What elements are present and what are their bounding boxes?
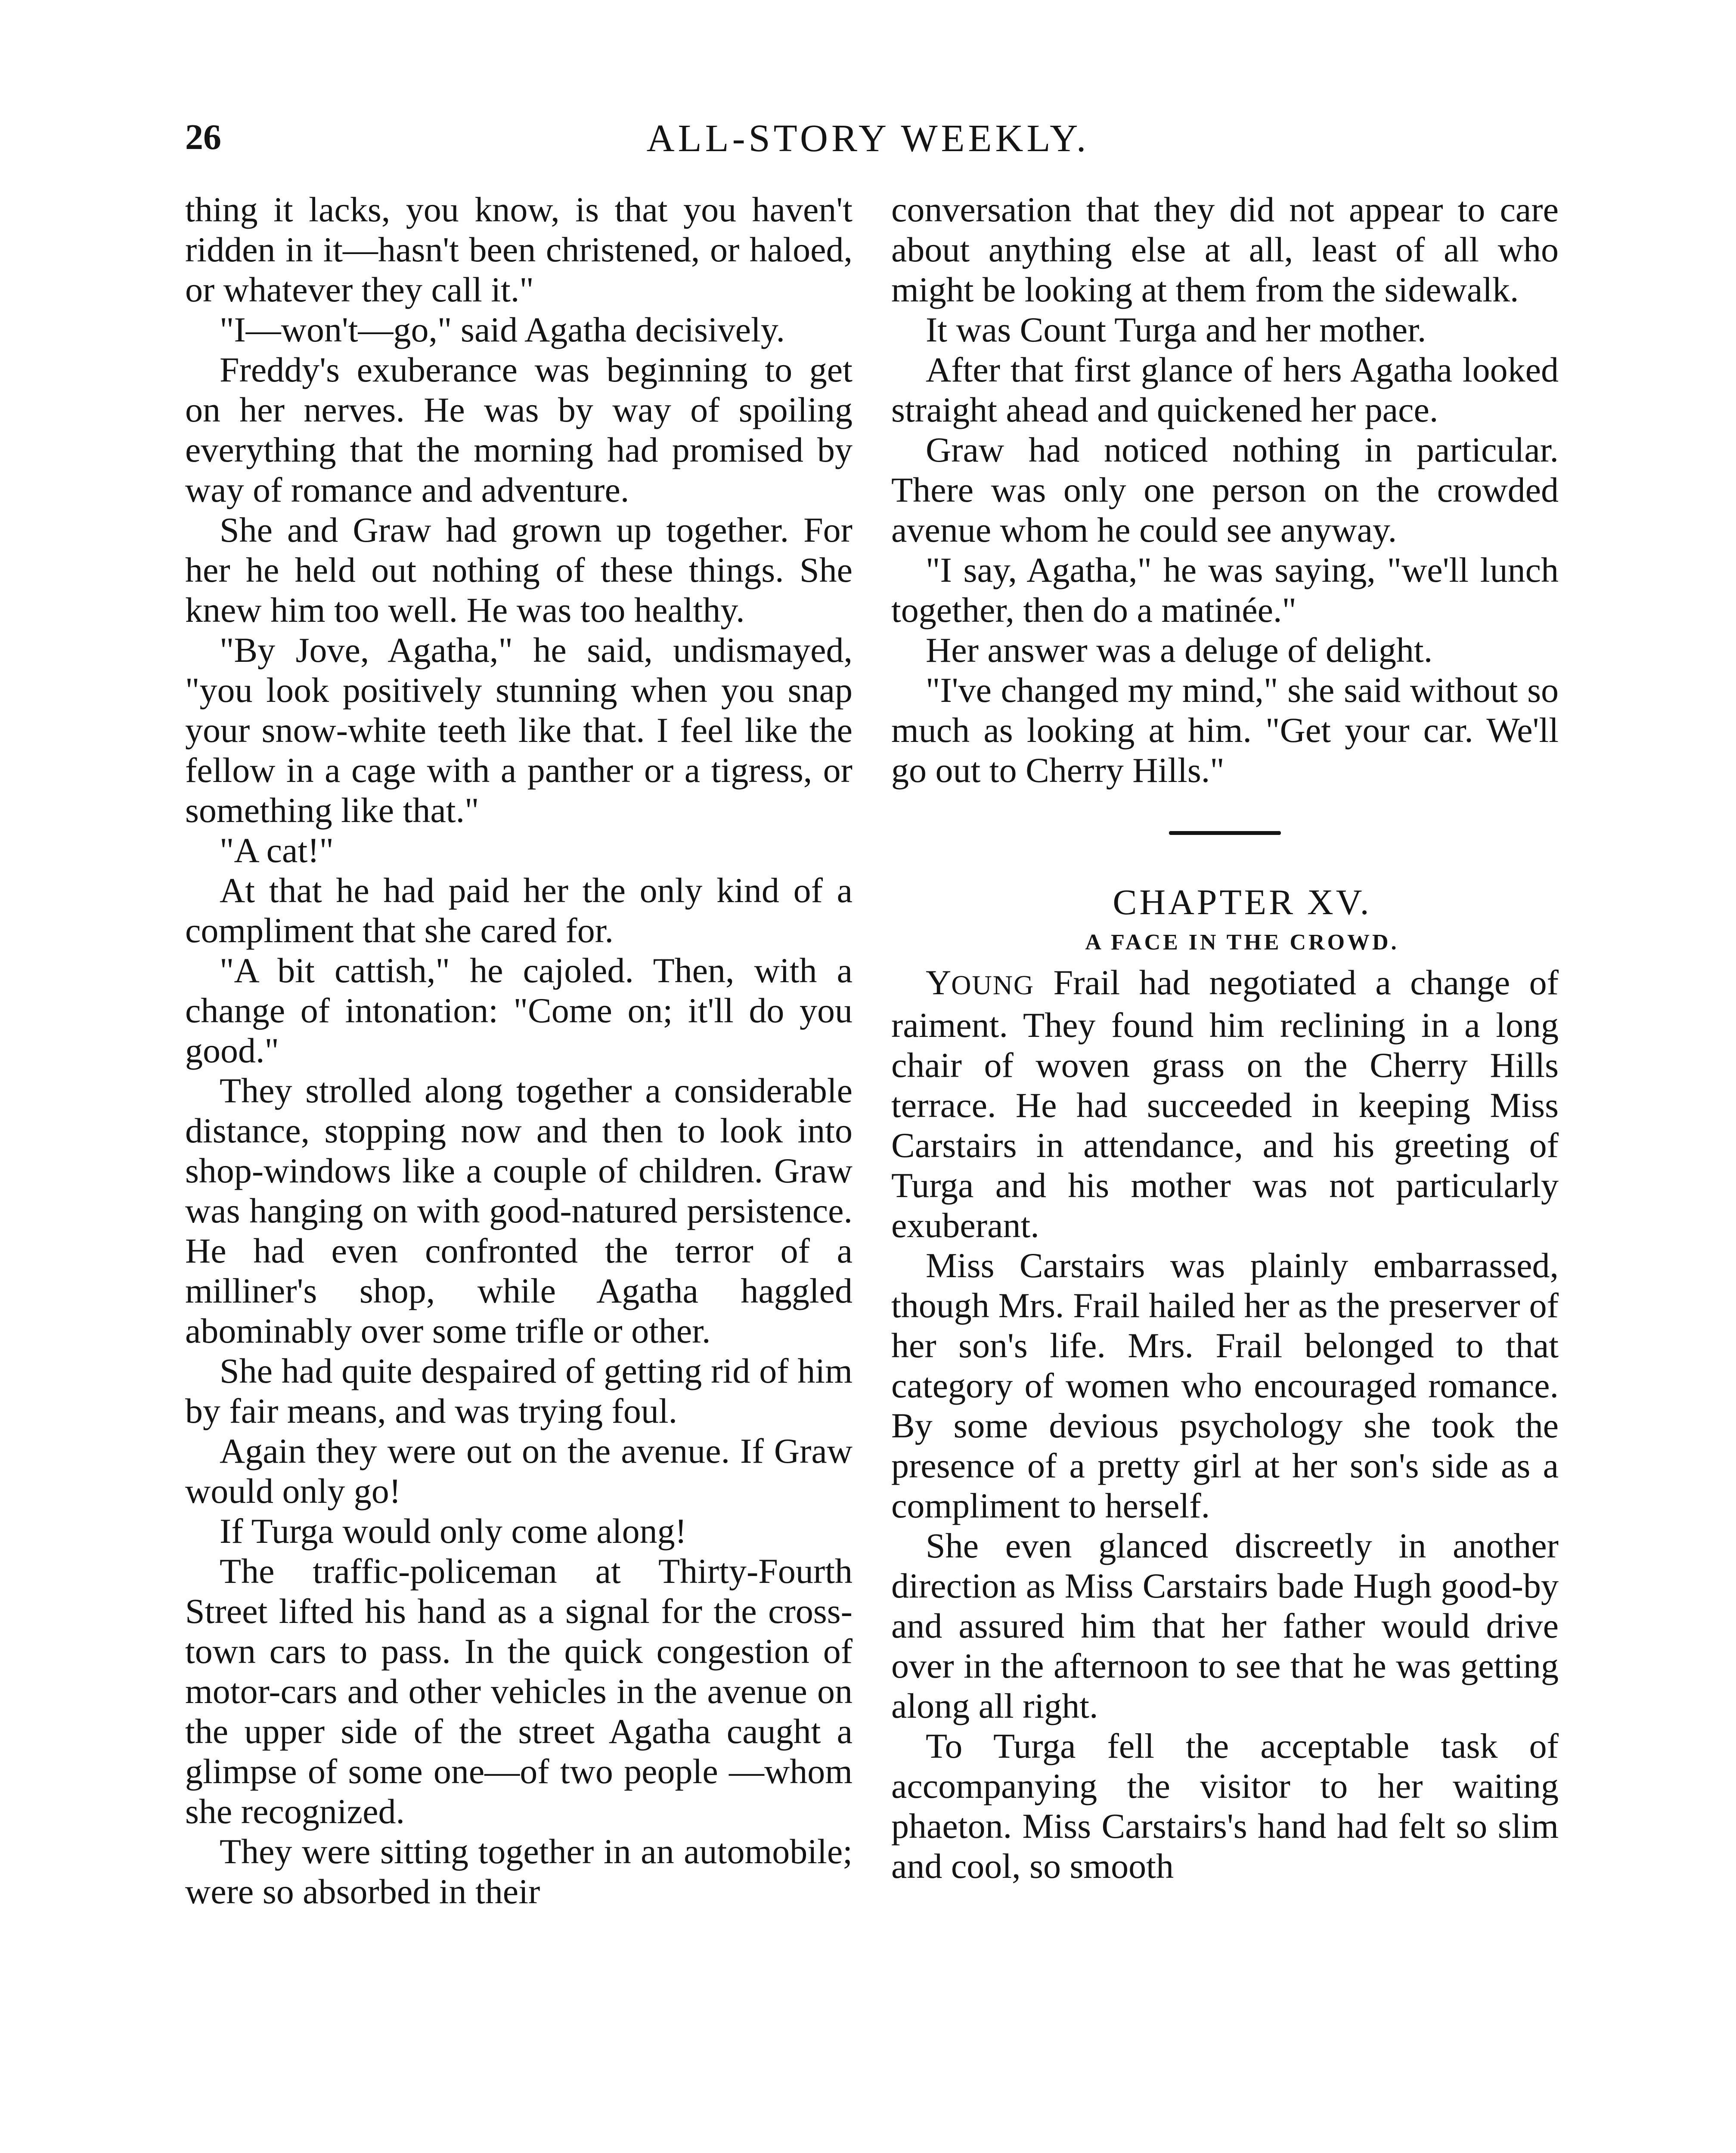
right-column [891, 189, 1559, 1886]
small-caps-initial: Y [926, 963, 952, 1002]
paragraph: Her answer was a deluge of delight. [926, 630, 1433, 670]
paragraph: conversation that they did not appear to care about anything else at all, least of all who might be looking at them from the sidewalk. [891, 190, 1559, 309]
paragraph: Again they were out on the avenue. If Graw would only go! [185, 1431, 852, 1511]
page-number: 26 [185, 117, 221, 157]
paragraph: They were sitting together in an automobile; were so absorbed in their [185, 1832, 852, 1911]
paragraph: thing it lacks, you know, is that you haven't ridden in it—hasn't been christened, or haloed, or whatever they call it." [185, 190, 852, 309]
paragraph: After that first glance of hers Agatha looked straight ahead and quickened her pace. [891, 350, 1559, 429]
paragraph: "By Jove, Agatha," he said, undismayed, "you look positively stunning when you snap your snow-white teeth like that. I feel like the fellow in a cage with a panther or a tigress, or something like that." [185, 630, 852, 830]
paragraph: At that he had paid her the only kind of a compliment that she cared for. [185, 871, 852, 950]
paragraph: They strolled along together a considerable distance, stopping now and then to look into shop-windows like a couple of children. Graw was hanging on with good-natured persistence. He had even confronted the terror of a milliner's shop, while Agatha haggled abominably over some trifle or other. [185, 1071, 852, 1350]
chapter-first-paragraph [891, 962, 1559, 1245]
paragraph: She even glanced discreetly in another direction as Miss Carstairs bade Hugh good-by and assured him that her father would drive over in the afternoon to see that he was getting along all right. [891, 1526, 1559, 1725]
paragraph: "A bit cattish," he cajoled. Then, with a change of intonation: "Come on; it'll do you good." [185, 951, 852, 1070]
section-divider [1169, 831, 1281, 835]
paragraph: It was Count Turga and her mother. [926, 310, 1426, 349]
paragraph: "I say, Agatha," he was saying, "we'll lunch together, then do a matinée." [891, 550, 1559, 630]
paragraph: "A cat!" [220, 831, 334, 870]
paragraph: "I—won't—go," said Agatha decisively. [220, 310, 785, 349]
paragraph: The traffic-policeman at Thirty-Fourth Street lifted his hand as a signal for the cross-town cars to pass. In the quick congestion of motor-cars and other vehicles in the avenue on the upper side of the street Agatha caught a glimpse of some one—of two people —whom she recognized. [185, 1551, 852, 1831]
chapter-title: CHAPTER XV. [1113, 882, 1372, 922]
left-column [185, 189, 852, 1911]
chapter-subtitle: A FACE IN THE CROWD. [1085, 930, 1399, 955]
small-caps-rest: OUNG [951, 970, 1035, 1000]
paragraph: "I've changed my mind," she said without so much as looking at him. "Get your car. We'll go out to Cherry Hills." [891, 670, 1559, 790]
paragraph: She had quite despaired of getting rid of him by fair means, and was trying foul. [185, 1351, 852, 1430]
paragraph: To Turga fell the acceptable task of accompanying the visitor to her waiting phaeton. Miss Carstairs's hand had felt so slim and cool, so smooth [891, 1726, 1559, 1886]
paragraph: Miss Carstairs was plainly embarrassed, though Mrs. Frail hailed her as the preserver of her son's life. Mrs. Frail belonged to that category of women who encouraged romance. By some devious psychology she took the presence of a pretty girl at her son's side as a compliment to herself. [891, 1246, 1559, 1525]
paragraph: Graw had noticed nothing in particular. There was only one person on the crowded avenue whom he could see anyway. [891, 430, 1559, 549]
first-paragraph-text: Frail had negotiated a change of raiment. They found him reclining in a long chair of woven grass on the Cherry Hills terrace. He had succeeded in keeping Miss Carstairs in attendance, and his greeting of Turga and his mother was not particularly exuberant. [891, 963, 1559, 1245]
running-head: ALL-STORY WEEKLY. [646, 117, 1090, 160]
paragraph: If Turga would only come along! [220, 1511, 687, 1551]
paragraph: Freddy's exuberance was beginning to get on her nerves. He was by way of spoiling everything that the morning had promised by way of romance and adventure. [185, 350, 852, 509]
page-header [0, 116, 1736, 181]
paragraph: She and Graw had grown up together. For her he held out nothing of these things. She knew him too well. He was too healthy. [185, 510, 852, 630]
